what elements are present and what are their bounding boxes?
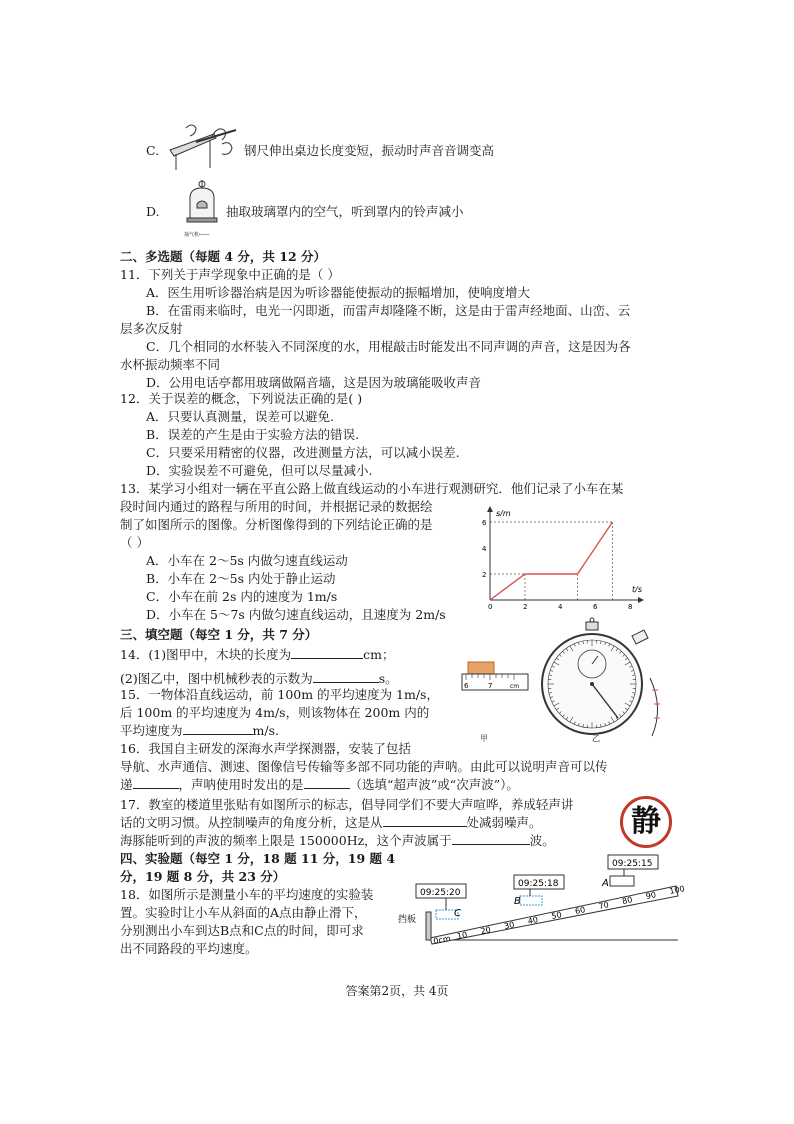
quiet-sign-char: 静: [631, 804, 661, 839]
incline-scale-label: 100: [668, 884, 686, 896]
ruler-label-cm: cm: [510, 683, 520, 690]
q12-option-c: C．只要采用精密的仪器，改进测量方法，可以减小误差.: [146, 445, 460, 460]
q12-option-a: A．只要认真测量，误差可以避免.: [146, 409, 335, 424]
q15-line3-suffix: m/s.: [252, 723, 279, 738]
incline-scale-label: 80: [621, 895, 634, 906]
q14-part2-prefix: (2)图乙中，图中机械秒表的示数为: [120, 671, 313, 686]
bell-jar-label: 抽气机←──: [184, 232, 210, 238]
incline-scale-label: 90: [645, 890, 657, 901]
graph-x-tick-6: 6: [593, 603, 598, 611]
q18-line1: 18．如图所示是测量小车的平均速度的实验装: [120, 887, 374, 902]
q11-option-b-line2: 层多次反射: [120, 321, 183, 336]
q16-line3: [120, 776, 519, 793]
q11-option-d: D．公用电话亭都用玻璃做隔音墙，这是因为玻璃能吸收声音: [146, 375, 482, 390]
bell-jar-icon: [184, 178, 220, 232]
q15-line3-prefix: 平均速度为: [120, 723, 183, 738]
s-t-graph: [476, 506, 646, 618]
figure-yi-label: 乙: [592, 734, 600, 743]
q16-line3-prefix: 递: [120, 777, 133, 792]
q16-answer-blank-2[interactable]: [304, 788, 350, 789]
q16-answer-blank-1[interactable]: [133, 788, 179, 789]
graph-y-arrow: [487, 506, 493, 512]
q14-part1: [120, 646, 394, 663]
q14-part2: [120, 670, 398, 687]
section-4-heading-line1: 四、实验题（每空 1 分，18 题 11 分，19 题 4: [120, 851, 396, 866]
incline-scale-label: 0cm: [432, 933, 452, 946]
q15-line2: 后 100m 的平均速度为 4m/s，则该物体在 200m 内的: [120, 705, 430, 720]
graph-series-line: [490, 522, 613, 600]
option-c-text: 钢尺伸出桌边长度变短，振动时声音音调变高: [244, 143, 495, 158]
incline-scale-label: 40: [527, 915, 539, 926]
incline-scale-label: 60: [574, 905, 586, 916]
q14-part1-suffix: cm；: [363, 647, 395, 662]
q18-line4: 出不同路段的平均速度。: [120, 941, 258, 956]
q13-answer-paren: （ ）: [120, 535, 149, 550]
q16-line3-suffix: （选填“超声波”或“次声波”）。: [349, 777, 519, 792]
q17-answer-blank-2[interactable]: [452, 844, 530, 845]
graph-y-tick-2: 2: [482, 571, 487, 579]
stopwatch-figure: [540, 618, 670, 746]
timer-b: 09:25:18: [518, 879, 559, 889]
q17-line3-suffix: 波。: [529, 833, 555, 848]
q11-option-c-line2: 水杯振动频率不同: [120, 357, 221, 372]
q16-line2: 导航、水声通信、测速、图像信号传输等多部不同功能的声呐。由此可以说明声音可以传: [120, 759, 608, 774]
q18-line3: 分别测出小车到达B点和C点的时间，即可求: [120, 923, 364, 938]
incline-point-b: B: [514, 896, 521, 907]
q15-answer-blank[interactable]: [183, 734, 253, 735]
q14-answer-blank-1[interactable]: [291, 658, 363, 659]
q14-answer-blank-2[interactable]: [313, 682, 379, 683]
ruler-label-7: 7: [488, 682, 493, 690]
quiet-sign: [620, 796, 672, 848]
q14-part2-suffix: s。: [378, 671, 398, 686]
q17-answer-blank-1[interactable]: [383, 826, 467, 827]
graph-x-label: t/s: [632, 585, 642, 594]
incline-point-c: C: [454, 908, 461, 919]
option-c-label: C.: [146, 143, 160, 158]
q13-stem-line2: 段时间内通过的路程与所用的时间，并根据记录的数据绘: [120, 499, 433, 514]
incline-point-a: A: [602, 878, 609, 889]
q11-stem: 11．下列关于声学现象中正确的是（ ）: [120, 267, 340, 282]
q16-line1: 16．我国自主研发的深海水声学探测器，安装了包括: [120, 741, 411, 756]
q12-option-b: B．误差的产生是由于实验方法的错误.: [146, 427, 360, 442]
timer-c: 09:25:20: [420, 888, 461, 898]
baffle-label: 挡板: [398, 915, 417, 925]
q14-part1-prefix: 14．(1)图甲中，木块的长度为: [120, 647, 292, 662]
q13-stem-line1: 13．某学习小组对一辆在平直公路上做直线运动的小车进行观测研究．他们记录了小车在某: [120, 481, 624, 496]
graph-y-label: s/m: [496, 509, 511, 518]
graph-x-tick-2: 2: [523, 603, 528, 611]
q13-option-d: D．小车在 5～7s 内做匀速直线运动，且速度为 2m/s: [146, 607, 446, 622]
ruler-label-6: 6: [464, 682, 469, 690]
graph-x-tick-0: 0: [488, 603, 493, 611]
incline-scale-label: 30: [503, 920, 516, 931]
option-d-text: 抽取玻璃罩内的空气，听到罩内的铃声减小: [226, 204, 464, 219]
ruler-with-block-figure: [460, 660, 532, 696]
incline-scale-label: 20: [479, 925, 492, 936]
graph-y-tick-6: 6: [482, 519, 487, 527]
q15-line3: [120, 722, 279, 739]
q17-line2-prefix: 话的文明习惯。从控制噪声的角度分析，这是从: [120, 815, 383, 830]
q11-option-c-line1: C．几个相同的水杯装入不同深度的水，用棍敲击时能发出不同声调的声音，这是因为各: [146, 339, 631, 354]
q17-line3: [120, 832, 555, 849]
incline-scale-label: 10: [456, 930, 468, 941]
graph-x-arrow: [638, 597, 644, 603]
incline-scale-label: 50: [550, 910, 563, 921]
timer-a: 09:25:15: [612, 859, 653, 869]
incline-experiment-figure: [396, 852, 686, 948]
q11-option-b-line1: B．在雷雨来临时，电光一闪即逝，而雷声却隆隆不断，这是由于雷声经地面、山峦、云: [146, 303, 631, 318]
graph-x-tick-8: 8: [628, 603, 633, 611]
incline-scale-label: 70: [597, 900, 610, 911]
graph-x-tick-4: 4: [558, 603, 563, 611]
section-2-heading: 二、多选题（每题 4 分，共 12 分）: [120, 249, 327, 264]
q12-stem: 12．关于误差的概念，下列说法正确的是( ): [120, 391, 363, 406]
q15-line1: 15．一物体沿直线运动，前 100m 的平均速度为 1m/s，: [120, 687, 439, 702]
q12-option-d: D．实验误差不可避免，但可以尽量减小.: [146, 463, 373, 478]
q13-option-b: B．小车在 2～5s 内处于静止运动: [146, 571, 336, 586]
page-footer: 答案第2页，共 4页: [345, 984, 449, 998]
q13-option-c: C．小车在前 2s 内的速度为 1m/s: [146, 589, 338, 604]
section-4-heading-line2: 分，19 题 8 分，共 23 分）: [120, 869, 286, 884]
q17-line1: 17．教室的楼道里张贴有如图所示的标志，倡导同学们不要大声喧哗，养成轻声讲: [120, 797, 574, 812]
figure-jia-label: 甲: [480, 734, 488, 743]
q18-line2: 置。实验时让小车从斜面的A点由静止滑下，: [120, 905, 367, 920]
section-3-heading: 三、填空题（每空 1 分，共 7 分）: [120, 627, 318, 642]
q17-line2: [120, 814, 542, 831]
q13-option-a: A．小车在 2～5s 内做匀速直线运动: [146, 553, 348, 568]
q13-stem-line3: 制了如图所示的图像。分析图像得到的下列结论正确的是: [120, 517, 433, 532]
ruler-on-desk-icon: [166, 120, 240, 172]
option-d-label: D.: [146, 204, 160, 219]
q16-line3-middle: ，声呐使用时发出的是: [178, 777, 304, 792]
q11-option-a: A．医生用听诊器治病是因为听诊器能使振动的振幅增加，使响度增大: [146, 285, 531, 300]
q17-line3-prefix: 海豚能听到的声波的频率上限是 150000Hz，这个声波属于: [120, 833, 452, 848]
graph-y-tick-4: 4: [482, 545, 487, 553]
q17-line2-suffix: 处减弱噪声。: [466, 815, 542, 830]
